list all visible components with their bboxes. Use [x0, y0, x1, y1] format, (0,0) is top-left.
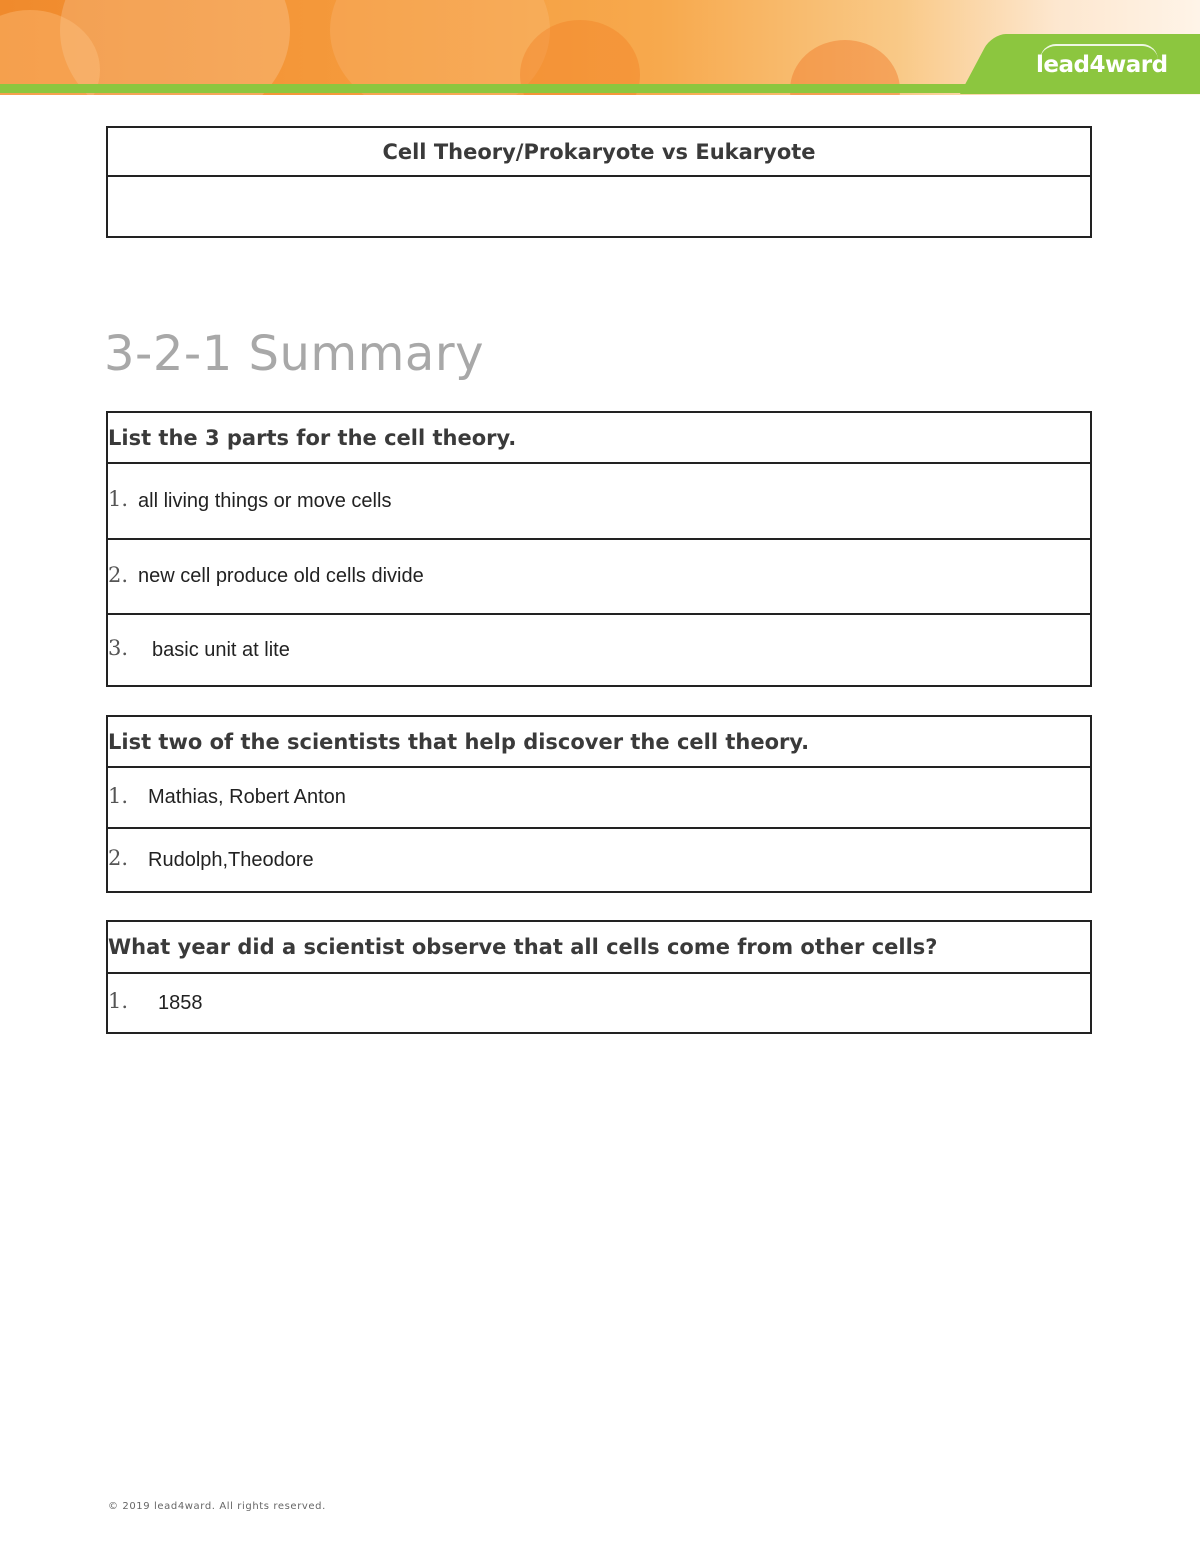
- answer-text: Rudolph,Theodore: [148, 848, 314, 871]
- answer-number: 2.: [108, 846, 129, 870]
- answer-number: 3.: [108, 636, 129, 660]
- answer-number: 1.: [108, 989, 129, 1013]
- question-row: [108, 717, 1090, 766]
- answer-text: all living things or move cells: [138, 489, 392, 512]
- topic-box: [106, 126, 1092, 238]
- answer-row[interactable]: [108, 766, 1090, 827]
- question-text: List two of the scientists that help discover the cell theory.: [108, 729, 810, 754]
- question-text: What year did a scientist observe that all cells come from other cells?: [108, 935, 938, 959]
- question-row: [108, 413, 1090, 462]
- section-scientists: [106, 715, 1092, 893]
- answer-text: 1858: [158, 991, 203, 1014]
- answer-row[interactable]: [108, 827, 1090, 891]
- answer-number: 1.: [108, 487, 129, 511]
- summary-heading: 3-2-1 Summary: [104, 326, 484, 382]
- question-text: List the 3 parts for the cell theory.: [108, 425, 517, 450]
- answer-row[interactable]: [108, 462, 1090, 538]
- section-cell-theory-parts: [106, 411, 1092, 687]
- decorative-circle: [330, 0, 550, 95]
- section-year-question: [106, 920, 1092, 1034]
- topic-title-row: [108, 128, 1090, 175]
- brand-logo: lead4ward: [1036, 52, 1168, 78]
- answer-text: Mathias, Robert Anton: [148, 786, 346, 808]
- copyright-footer: © 2019 lead4ward. All rights reserved.: [108, 1501, 326, 1512]
- topic-title: Cell Theory/Prokaryote vs Eukaryote: [382, 139, 816, 164]
- answer-text: basic unit at lite: [152, 638, 290, 661]
- question-row: [108, 922, 1090, 972]
- answer-row[interactable]: [108, 538, 1090, 613]
- answer-row[interactable]: [108, 972, 1090, 1032]
- answer-text: new cell produce old cells divide: [138, 565, 424, 587]
- topic-body-field[interactable]: [108, 175, 1090, 236]
- answer-number: 1.: [108, 783, 129, 808]
- header-banner: [0, 0, 1200, 95]
- answer-row[interactable]: [108, 613, 1090, 685]
- answer-number: 2.: [108, 562, 129, 587]
